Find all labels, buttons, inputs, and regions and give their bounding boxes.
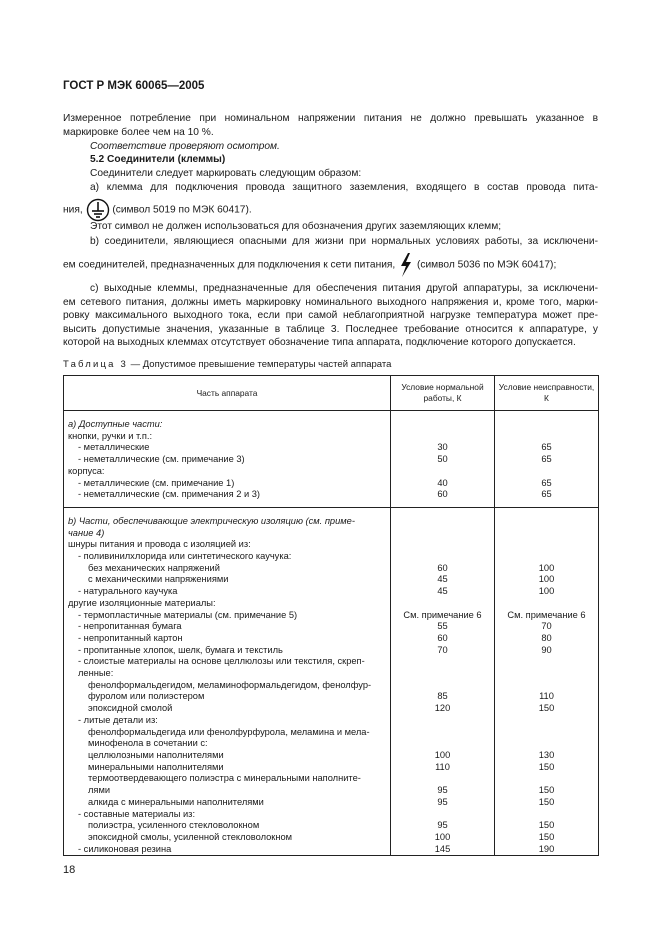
text-line: высить допустимые значения, указанные в таблице 3. Последнее требование относится к аппаратуре, у (63, 323, 598, 335)
table-row (64, 832, 599, 844)
cell-fault (495, 738, 599, 750)
cell-fault: 65 (495, 478, 599, 490)
table-row (64, 750, 599, 762)
text-line: Измеренное потребление при номинальном напряжении питания не должно превышать указанное в (63, 113, 598, 124)
table-row (64, 645, 599, 657)
cell-normal: 45 (391, 574, 495, 586)
table-row (64, 528, 599, 540)
cell-normal: 100 (391, 832, 495, 844)
cell-part: кнопки, ручки и т.п.: (68, 430, 153, 441)
header-fault: Условие неисправности, К (495, 376, 599, 411)
item-a-line: а) клемма для подключения провода защитного заземления, входящего в состав провода пита- (90, 182, 598, 193)
cell-part: - неметаллические (см. примечания 2 и 3) (78, 489, 260, 500)
item-b-symbol-line (63, 252, 598, 278)
cell-normal: 100 (391, 750, 495, 762)
cell-normal: 40 (391, 478, 495, 490)
cell-part: минофенола в сочетании с: (88, 738, 208, 749)
table-row (64, 797, 599, 809)
text-line: которой на выходных клеммах отсутствует обозначение типа аппарата, подключение которого допускается. (63, 337, 576, 348)
table-row (64, 691, 599, 703)
table-spacer (64, 411, 599, 420)
cell-normal (391, 516, 495, 528)
cell-part: - натурального каучука (78, 586, 178, 597)
cell-fault: 100 (495, 586, 599, 598)
table-row (64, 656, 599, 668)
cell-part: - составные материалы из: (78, 808, 196, 819)
item-c-paragraph (63, 282, 598, 350)
cell-part: эпоксидной смолы, усиленной стекловолокном (88, 831, 293, 842)
cell-fault (495, 809, 599, 821)
table-row (64, 478, 599, 490)
cell-fault (495, 516, 599, 528)
cell-normal: 45 (391, 586, 495, 598)
cell-normal: См. примечание 6 (391, 610, 495, 622)
cell-part: шнуры питания и провода с изоляцией из: (68, 539, 251, 550)
protective-earth-icon (86, 198, 110, 222)
paragraph-consumption (63, 112, 598, 139)
table-body (64, 411, 599, 856)
table-row (64, 563, 599, 575)
table-row (64, 466, 599, 478)
cell-part: корпуса: (68, 465, 105, 476)
table-row (64, 610, 599, 622)
table-row (64, 442, 599, 454)
table-spacer (64, 507, 599, 516)
table-row (64, 454, 599, 466)
cell-normal: 95 (391, 797, 495, 809)
header-part: Часть аппарата (64, 376, 391, 411)
cell-part: - непропитанный картон (78, 632, 183, 643)
cell-normal: 70 (391, 645, 495, 657)
cell-part: целлюлозными наполнителями (88, 749, 224, 760)
cell-normal (391, 668, 495, 680)
cell-normal: 55 (391, 621, 495, 633)
cell-normal: 120 (391, 703, 495, 715)
cell-normal: 95 (391, 785, 495, 797)
cell-part: - слоистые материалы на основе целлюлозы или текстиля, скреп- (78, 656, 365, 667)
cell-part: - неметаллические (см. примечание 3) (78, 454, 245, 465)
cell-part: - пропитанные хлопок, шелк, бумага и текстиль (78, 644, 283, 655)
table-row (64, 539, 599, 551)
text-fragment: (символ 5036 по МЭК 60417); (416, 259, 557, 271)
table-caption (63, 359, 391, 370)
table-row (64, 738, 599, 750)
table-row (64, 489, 599, 501)
item-a-symbol-line (63, 198, 598, 223)
section-heading: 5.2 Соединители (клеммы) (90, 154, 226, 165)
table-row (64, 431, 599, 443)
table-row (64, 703, 599, 715)
table-title: — Допустимое превышение температуры частей аппарата (127, 359, 392, 370)
table-row (64, 762, 599, 774)
cell-normal: 50 (391, 454, 495, 466)
cell-normal: 95 (391, 820, 495, 832)
cell-fault (495, 419, 599, 431)
table-header-row (64, 376, 599, 411)
table-row (64, 809, 599, 821)
text-line: ровку максимального выходного тока, если при самой неблагоприятной нагрузке температура может пре- (63, 310, 598, 321)
cell-part: - силиконовая резина (78, 843, 172, 854)
cell-fault: 65 (495, 442, 599, 454)
cell-fault: 150 (495, 797, 599, 809)
cell-part: минеральными наполнителями (88, 761, 224, 772)
cell-normal (391, 551, 495, 563)
table-row (64, 621, 599, 633)
cell-part: другие изоляционные материалы: (68, 597, 216, 608)
text-fragment: ем соединителей, предназначенных для подключения к сети питания, (63, 259, 396, 271)
table-row (64, 820, 599, 832)
cell-fault: 65 (495, 489, 599, 501)
cell-normal (391, 680, 495, 692)
cell-fault (495, 715, 599, 727)
cell-normal: 30 (391, 442, 495, 454)
cell-normal (391, 539, 495, 551)
item-b-line: b) соединители, являющиеся опасными для жизни при нормальных условиях работы, за исключени- (90, 236, 598, 247)
cell-fault (495, 656, 599, 668)
cell-fault (495, 773, 599, 785)
cell-fault: 80 (495, 633, 599, 645)
cell-part: без механических напряжений (88, 562, 220, 573)
cell-fault: 190 (495, 844, 599, 856)
cell-fault: 150 (495, 762, 599, 774)
cell-normal (391, 656, 495, 668)
cell-normal (391, 773, 495, 785)
cell-fault: 150 (495, 832, 599, 844)
compliance-check: Соответствие проверяют осмотром. (90, 141, 280, 152)
table-row (64, 633, 599, 645)
cell-fault (495, 598, 599, 610)
table-row (64, 419, 599, 431)
cell-fault (495, 528, 599, 540)
cell-fault (495, 727, 599, 739)
table-label: Таблица 3 (63, 359, 128, 370)
cell-normal (391, 431, 495, 443)
header-normal: Условие нормальной работы, К (391, 376, 495, 411)
table-row (64, 586, 599, 598)
cell-normal: 145 (391, 844, 495, 856)
table-row (64, 715, 599, 727)
dangerous-voltage-icon (398, 252, 414, 278)
cell-part: термоотвердевающего полиэстра с минеральными наполните- (88, 773, 361, 784)
cell-part: полиэстра, усиленного стекловолокном (88, 820, 260, 831)
table-row (64, 574, 599, 586)
cell-part: ленные: (78, 668, 114, 679)
table-row (64, 785, 599, 797)
page-number: 18 (63, 864, 76, 876)
temperature-table (63, 375, 599, 856)
cell-normal (391, 738, 495, 750)
cell-normal: 60 (391, 489, 495, 501)
cell-part: b) Части, обеспечивающие электрическую изоляцию (см. приме- (68, 515, 355, 526)
table-row (64, 680, 599, 692)
cell-normal (391, 715, 495, 727)
cell-normal: 110 (391, 762, 495, 774)
cell-fault: 150 (495, 785, 599, 797)
table-row (64, 516, 599, 528)
cell-normal: 60 (391, 563, 495, 575)
cell-part: алкида с минеральными наполнителями (88, 796, 264, 807)
table-row (64, 844, 599, 856)
cell-part: - термопластичные материалы (см. примечание 5) (78, 609, 298, 620)
cell-normal: 60 (391, 633, 495, 645)
cell-normal: 85 (391, 691, 495, 703)
cell-normal (391, 419, 495, 431)
cell-part: - металлические (78, 442, 150, 453)
table-row (64, 727, 599, 739)
cell-part: фенолформальдегидом, меламиноформальдегидом, фенолфур- (88, 679, 372, 690)
cell-part: - литые детали из: (78, 714, 158, 725)
cell-part: чание 4) (68, 527, 105, 538)
cell-fault: 130 (495, 750, 599, 762)
cell-fault: 110 (495, 691, 599, 703)
cell-fault (495, 680, 599, 692)
text-line: с) выходные клеммы, предназначенные для обеспечения питания другой аппаратуры, за исключени- (90, 283, 598, 294)
cell-normal (391, 528, 495, 540)
cell-part: эпоксидной смолой (88, 703, 173, 714)
cell-part: - металлические (см. примечание 1) (78, 477, 235, 488)
cell-normal (391, 466, 495, 478)
cell-normal (391, 809, 495, 821)
cell-part: а) Доступные части: (68, 419, 163, 429)
cell-fault (495, 466, 599, 478)
cell-normal (391, 727, 495, 739)
cell-fault: 70 (495, 621, 599, 633)
table-row (64, 551, 599, 563)
text-line: маркировке более чем на 10 %. (63, 126, 214, 138)
cell-fault: 100 (495, 574, 599, 586)
text-line: ем сетевого питания, должны иметь маркировку номинального выходного напряжения и, кроме того, марки- (63, 296, 598, 308)
document-header: ГОСТ Р МЭК 60065—2005 (63, 80, 205, 92)
cell-fault: 150 (495, 820, 599, 832)
cell-fault (495, 551, 599, 563)
cell-fault (495, 431, 599, 443)
cell-fault: 100 (495, 563, 599, 575)
cell-fault (495, 668, 599, 680)
table-row (64, 668, 599, 680)
cell-fault (495, 539, 599, 551)
table-row (64, 773, 599, 785)
text-fragment: (символ 5019 по МЭК 60417). (112, 204, 252, 216)
cell-fault: 65 (495, 454, 599, 466)
cell-part: с механическими напряжениями (88, 574, 229, 585)
cell-part: фуролом или полиэстером (88, 691, 205, 702)
cell-part: - непропитанная бумага (78, 621, 182, 632)
text-fragment: ния, (63, 204, 83, 216)
intro-line: Соединители следует маркировать следующим образом: (90, 168, 362, 179)
cell-part: фенолформальдегида или фенолфурфурола, меламина и мела- (88, 726, 370, 737)
cell-normal (391, 598, 495, 610)
table-row (64, 598, 599, 610)
cell-part: - поливинилхлорида или синтетического каучука: (78, 551, 292, 562)
item-a-note: Этот символ не должен использоваться для обозначения других заземляющих клемм; (90, 221, 502, 232)
cell-fault: 90 (495, 645, 599, 657)
cell-part: лями (88, 785, 111, 796)
cell-fault: См. примечание 6 (495, 610, 599, 622)
cell-fault: 150 (495, 703, 599, 715)
